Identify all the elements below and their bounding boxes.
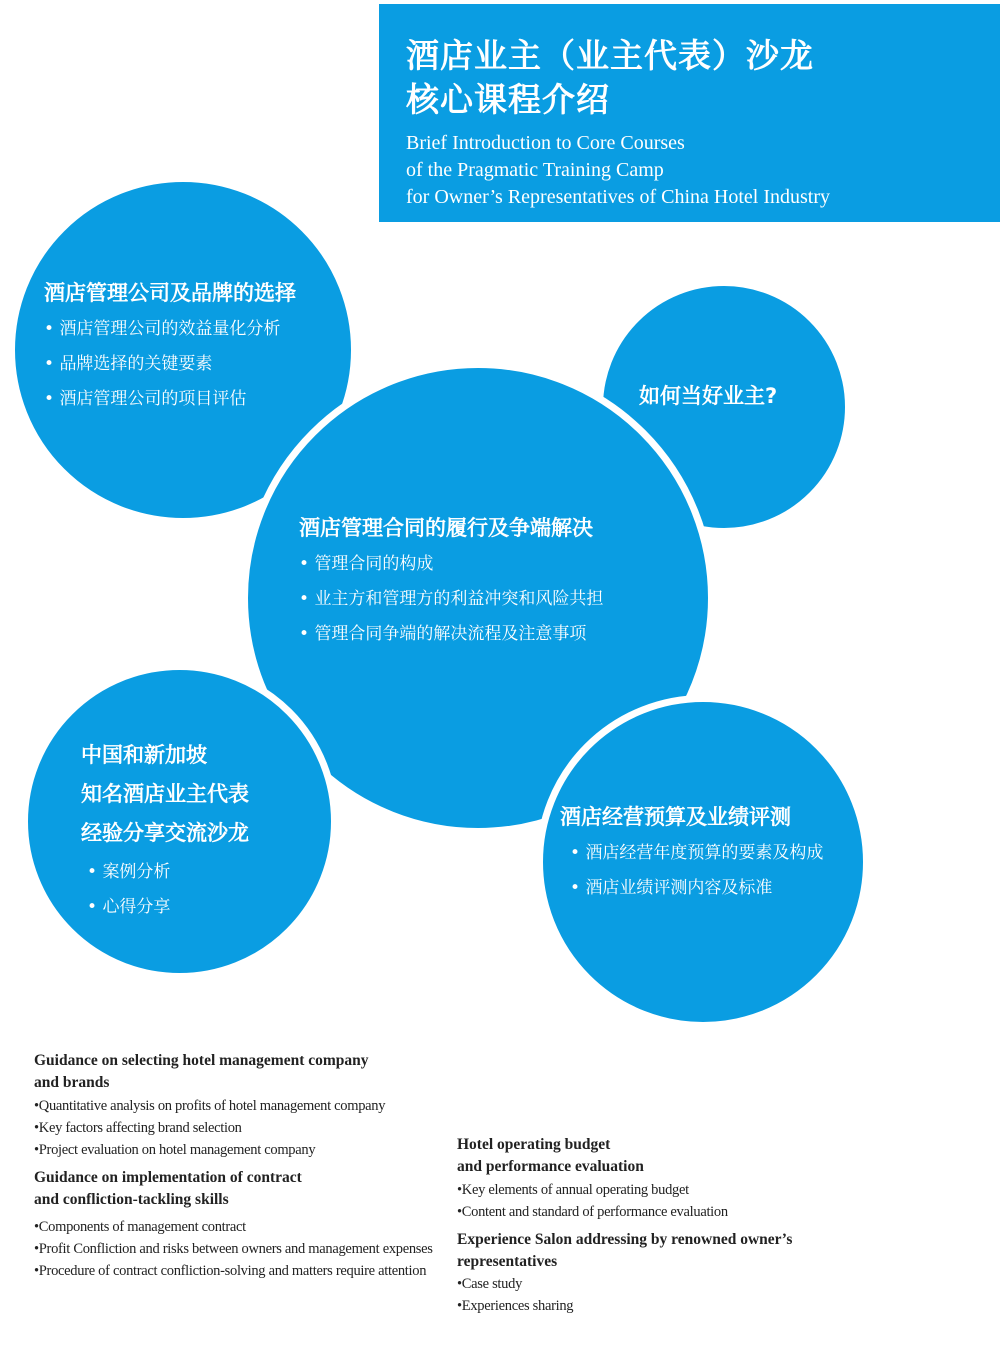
circle-salon-list xyxy=(87,855,249,925)
title-en-line1: Brief Introduction to Core Courses xyxy=(406,132,685,154)
section-list xyxy=(457,1273,877,1317)
list-item: • 酒店业绩评测内容及标准 xyxy=(570,871,823,906)
circle-contract-title: 酒店管理合同的履行及争端解决 xyxy=(299,516,593,540)
list-item: • 管理合同的构成 xyxy=(299,547,603,582)
list-item: • 品牌选择的关键要素 xyxy=(44,347,296,382)
list-item: • 业主方和管理方的利益冲突和风险共担 xyxy=(299,582,603,617)
list-item: • 管理合同争端的解决流程及注意事项 xyxy=(299,617,603,652)
section-heading: Guidance on selecting hotel management company xyxy=(34,1052,369,1069)
header-banner xyxy=(379,4,1000,222)
circle-brand-title: 酒店管理公司及品牌的选择 xyxy=(44,281,296,305)
list-item: • Profit Confliction and risks between owners and management expenses xyxy=(34,1238,434,1260)
list-item: • 酒店管理公司的项目评估 xyxy=(44,382,296,417)
list-item: • Key elements of annual operating budget xyxy=(457,1179,877,1201)
title-zh-line2: 核心课程介绍 xyxy=(406,80,610,119)
section-heading: Guidance on implementation of contract xyxy=(34,1169,302,1186)
section-heading: Experience Salon addressing by renowned owner’s xyxy=(457,1231,793,1248)
circle-salon-title-line2: 知名酒店业主代表 xyxy=(81,782,249,806)
title-zh-line1: 酒店业主（业主代表）沙龙 xyxy=(406,36,814,75)
section-heading: and performance evaluation xyxy=(457,1158,644,1175)
list-item: • 案例分析 xyxy=(87,855,249,890)
list-item: • Content and standard of performance evaluation xyxy=(457,1201,877,1223)
list-item: • Project evaluation on hotel management company xyxy=(34,1139,434,1161)
section-list xyxy=(457,1179,877,1223)
list-item: • Key factors affecting brand selection xyxy=(34,1117,434,1139)
section-heading: and confliction-tackling skills xyxy=(34,1191,229,1208)
circle-salon xyxy=(21,663,338,980)
section-heading: and brands xyxy=(34,1074,110,1091)
list-item: • 酒店管理公司的效益量化分析 xyxy=(44,312,296,347)
list-item: • Procedure of contract confliction-solving and matters require attention xyxy=(34,1260,434,1282)
list-item: • 心得分享 xyxy=(87,890,249,925)
section-list xyxy=(34,1095,434,1161)
list-item: • Quantitative analysis on profits of hotel management company xyxy=(34,1095,434,1117)
list-item: • Components of management contract xyxy=(34,1216,434,1238)
title-en-line3: for Owner’s Representatives of China Hotel Industry xyxy=(406,186,830,208)
circle-budget-list xyxy=(570,836,823,906)
circle-salon-title-line1: 中国和新加坡 xyxy=(81,743,207,767)
english-right-column xyxy=(457,1134,877,1322)
circle-salon-title-line3: 经验分享交流沙龙 xyxy=(81,821,249,845)
section-heading: representatives xyxy=(457,1253,558,1270)
section-list xyxy=(34,1216,434,1282)
english-left-column xyxy=(34,1050,434,1287)
list-item: • 酒店经营年度预算的要素及构成 xyxy=(570,836,823,871)
circle-contract-list xyxy=(299,547,603,652)
circle-brand-list xyxy=(44,312,296,417)
circle-owner-title: 如何当好业主? xyxy=(639,384,778,408)
circle-budget xyxy=(536,695,870,1029)
list-item: • Experiences sharing xyxy=(457,1295,877,1317)
section-heading: Hotel operating budget xyxy=(457,1136,611,1153)
title-en-line2: of the Pragmatic Training Camp xyxy=(406,159,664,181)
circle-budget-title: 酒店经营预算及业绩评测 xyxy=(560,805,791,829)
list-item: • Case study xyxy=(457,1273,877,1295)
